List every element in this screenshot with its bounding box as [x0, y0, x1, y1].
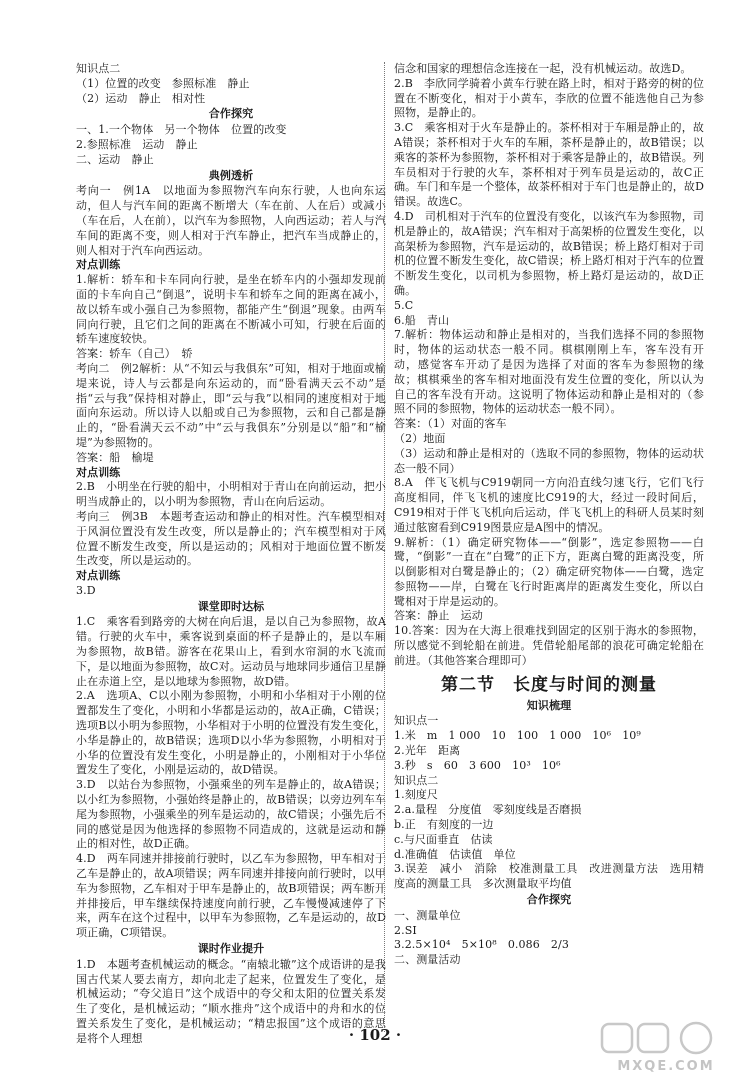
subheading: 对点训练	[76, 569, 121, 583]
text-line: 二、测量活动	[394, 953, 461, 967]
text-line: 2.a.量程 分度值 零刻度线是否磨损	[394, 803, 582, 817]
left-column	[76, 62, 386, 1047]
text-line: 2.A 选项A、C以小刚为参照物，小明和小华相对于小刚的位置都发生了变化，小明和小华都是运动的，故A正确，C错误；选项B以小明为参照物，小华相对于小明的位置没有发生变化，小华是静止的，故B错误；选项D以小华为参照物，小明相对于小华的位置没有发生变化，小明是静止的，小刚相对于小华位置发生了变化，小刚是运动的，故D错误。	[76, 689, 386, 777]
watermark-logo-graphic	[596, 1020, 736, 1076]
text-line: 3.D 以站台为参照物，小强乘坐的列车是静止的，故A错误；以小红为参照物，小强始终是静止的，故B错误；以旁边列车车尾为参照物，小强乘坐的列车是运动的，故C错误；小强先后不同的感觉是因为他选择的参照物不同造成的，这就是运动和静止的相对性，故D正确。	[76, 778, 386, 851]
text-line: （1）位置的改变 参照标准 静止	[76, 76, 250, 90]
watermark-text: MXQE.COM	[617, 1059, 715, 1074]
text-line: 答案：（1）对面的客车	[394, 417, 507, 431]
section-heading: 知识梳理	[526, 698, 572, 712]
text-line: 3.C 乘客相对于火车是静止的。茶杯相对于车厢是静止的，故A错误；茶杯相对于火车的车厢，茶杯是静止的，故B错误；以乘客的茶杯为参照物，茶杯相对于乘客是静止的，故B错误。列车员相对于行驶的火车，茶杯相对于列车员是运动的，故C正确。车门和车是一个整体，故茶杯相对于车门也是静止的，故D错误。故选C。	[394, 121, 704, 209]
text-line: （2）运动 静止 相对性	[76, 91, 206, 105]
text-line: 答案：轿车（自己） 轿	[76, 347, 193, 361]
section-heading: 合作探究	[526, 893, 572, 907]
text-line: 4.D 两车同速并排接前行驶时，以乙车为参照物，甲车相对于乙车是静止的，故A项错误；两车同速并排接向前行驶时，以甲车为参照物，乙车相对于甲车是静止的，故B项错误；两车断开并排接后，甲车继续保持速度向前行驶，乙车慢慢减速停了下来，两车在这个过程中，以甲车为参照物，乙车是运动的，故D项正确，C项错误。	[76, 852, 386, 940]
text-line: c.与尺面垂直 估读	[394, 832, 493, 846]
text-line: 4.D 司机相对于汽车的位置没有变化，以该汽车为参照物，司机是静止的，故A错误；汽车相对于高架桥的位置发生变化，以高架桥为参照物，汽车是运动的，故B错误；桥上路灯相对于司机的位置不断发生变化，故C错误；桥上路灯相对于汽车的位置不断发生变化，以司机为参照物，桥上路灯是运动的，故D正确。	[394, 209, 704, 297]
text-line: 1.C 乘客看到路旁的大树在向后退，是以自己为参照物，故A错。行驶的火车中，乘客说到桌面的杯子是静止的，是以车厢为参照物，故B错。游客在花果山上，看到水帘洞的水飞流而下，是以地面为参照物，故C对。运动员与地球同步通信卫星静止在赤道上空，是以地球为参照物，故D错。	[76, 615, 386, 688]
text-line: 信念和国家的理想信念连接在一起，没有机械运动。故选D。	[394, 62, 692, 75]
text-line: 7.解析：物体运动和静止是相对的，当我们选择不同的参照物时，物体的运动状态一般不同。棋棋刚刚上车，客车没有开动，感觉客车开动了是因为选择了对面的客车为参照物的缘故；棋棋乘坐的客车相对地面没有发生位置的变化，所以认为自己的客车没有开动。这说明了物体运动和静止是相对的（参照不同的参照物，物体的运动状态一般不同）。	[394, 328, 704, 416]
right-column	[394, 62, 704, 968]
column-divider	[384, 62, 385, 1032]
text-line: 1.D 本题考查机械运动的概念。“南辕北辙”这个成语讲的是我国古代某人要去南方，却向北走了起来，位置发生了变化，是机械运动；“夸父追日”这个成语中的夸父和太阳的位置关系发生了变化，是机械运动；“顺水推舟”这个成语中的舟和水的位置关系发生了变化，是机械运动；“精忠报国”这个成语的意思是将个人理想	[76, 957, 386, 1045]
subheading: 对点训练	[76, 258, 121, 272]
text-line: 3.D	[76, 583, 96, 597]
text-line: 9.解析：（1）确定研究物体——“倒影”，选定参照物——白鹭，“倒影”一直在“白鹭”的正下方，距离白鹭的距离没变，所以倒影相对白鹭是静止的；（2）确定研究物体——白鹭，选定参照物——岸，白鹭在飞行时距离岸的距离发生变化，所以白鹭相对于岸是运动的。	[394, 535, 704, 608]
text-line: 3.2.5×10⁴ 5×10⁸ 0.086 2/3	[394, 938, 569, 952]
text-line: b.正 有刻度的一边	[394, 818, 494, 832]
text-line: 8.A 伴飞飞机与C919朝同一方向沿直线匀速飞行，它们飞行高度相同，伴飞飞机的速度比C919的大，经过一段时间后，C919相对于伴飞飞机向后运动，伴飞飞机上的科研人员某时刻通过舷窗看到C919图景应是A图中的情况。	[394, 476, 704, 534]
text-line: 1.刻度尺	[394, 788, 438, 802]
subheading: 对点训练	[76, 465, 121, 479]
section-heading: 课时作业提升	[197, 942, 265, 956]
text-line: 答案：船 榆堤	[76, 450, 154, 464]
text-line: （2）地面	[394, 431, 446, 445]
text-line: 一、测量单位	[394, 908, 461, 922]
text-line: 2.B 李欣同学骑着小黄车行驶在路上时，相对于路旁的树的位置在不断变化，相对于小黄车，李欣的位置不能选他自己为参照物，是静止的。	[394, 76, 704, 120]
text-line: 2.B 小明坐在行驶的船中，小明相对于青山在向前运动，把小明当成静止的，以小明为参照物，青山在向后运动。	[76, 480, 386, 509]
text-line: 知识点一	[394, 714, 439, 728]
text-line: 2.参照标准 运动 静止	[76, 137, 198, 151]
text-line: 3.秒 s 60 3 600 10³ 10⁶	[394, 758, 561, 772]
text-line: 考向一 例1A 以地面为参照物汽车向东行驶，人也向东运动，但人与汽车间的距离不断增大（车在前、人在后）或减小（车在后，人在前），以汽车为参照物，人向西运动；若人与汽车间的距离不变，则人相对于汽车静止，把汽车当成静止的，则人相对于汽车向西运动。	[76, 184, 386, 257]
page-number: · 102 ·	[348, 1026, 402, 1044]
text-line: 1.米 m 1 000 10 100 1 000 10⁶ 10⁹	[394, 729, 641, 743]
text-line: 2.光年 距离	[394, 744, 461, 758]
text-line: 二、运动 静止	[76, 152, 154, 166]
text-line: 6.船 青山	[394, 313, 450, 327]
text-line: 知识点二	[394, 773, 439, 787]
text-line: 1.解析：轿车和卡车同向行驶，是坐在轿车内的小强却发现前面的卡车向自己“倒退”，说明卡车和轿车之间的距离在减小，故以轿车或小强自己为参照物，都能产生“倒退”现象。由两车同向行驶，且它们之间的距离在不断减小可知，行驶在后面的轿车速度较快。	[76, 273, 386, 346]
watermark-logo	[596, 1020, 736, 1076]
text-line: 2.SI	[394, 923, 417, 937]
text-line: 5.C	[394, 298, 414, 312]
section-heading: 典例透析	[208, 168, 254, 182]
text-line: 答案：静止 运动	[394, 609, 483, 623]
text-line: 知识点二	[76, 62, 121, 75]
text-line: 一、1.一个物体 另一个物体 位置的改变	[76, 123, 287, 137]
text-line: 3.误差 减小 消除 校准测量工具 改进测量方法 选用精度高的测量工具 多次测量取平均值	[394, 862, 704, 891]
chapter-section-title: 第二节 长度与时间的测量	[441, 674, 657, 695]
text-line: （3）运动和静止是相对的（选取不同的参照物，物体的运动状态一般不同）	[394, 446, 704, 475]
text-line: d.准确值 估读值 单位	[394, 847, 516, 861]
text-line: 10.答案：因为在大海上很难找到固定的区别于海水的参照物，所以感觉不到轮船在前进。凭借轮船尾部的浪花可确定轮船在前进。（其他答案合理即可）	[394, 624, 704, 667]
section-heading: 合作探究	[208, 107, 254, 121]
section-heading: 课堂即时达标	[197, 599, 265, 613]
text-line: 考向三 例3B 本题考查运动和静止的相对性。汽车模型相对于风洞位置没有发生改变，所以是静止的；汽车模型相对于风位置不断发生改变，所以是运动的；风相对于地面位置不断发生改变，所以是运动的。	[76, 509, 386, 568]
text-line: 考向二 例2解析：从“不知云与我俱东”可知，相对于地面或榆堤来说，诗人与云都是向东运动的，而“卧看满天云不动”是指“云与我”保持相对静止，即“云与我”以相同的速度相对于地面向东运动。所以诗人以船或自己为参照物，云和自己都是静止的，“卧看满天云不动”中“云与我俱东”分别是以“船”和“榆堤”为参照物的。	[76, 361, 386, 449]
